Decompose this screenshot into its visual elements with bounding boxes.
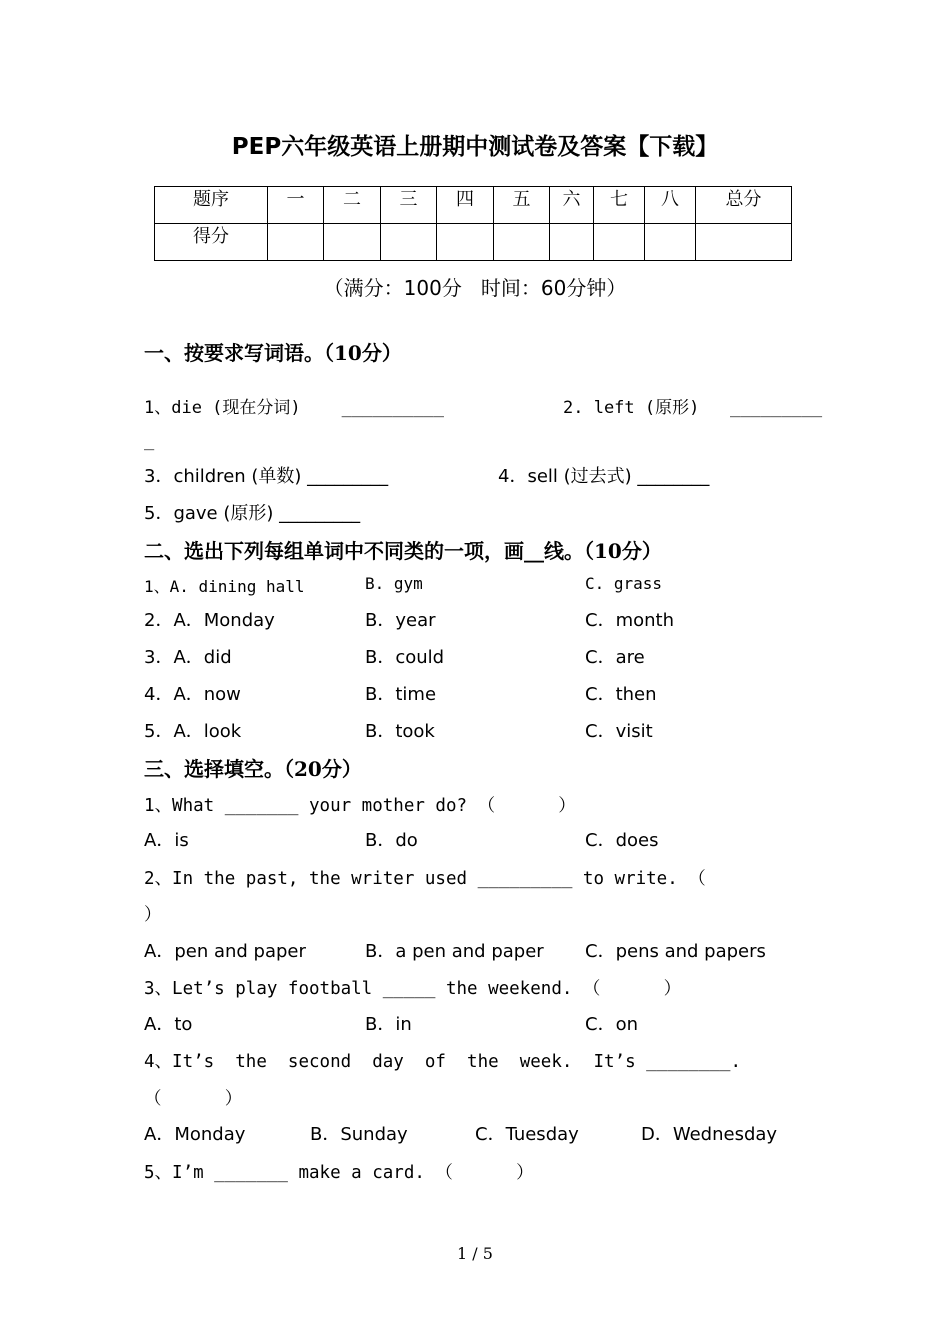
section-2-title: 二、选出下列每组单词中不同类的一项，画__线。（10分） — [144, 539, 662, 563]
s1-question-3: 3．children (单数) _________ — [144, 466, 389, 487]
s3-q3-option-c: C．on — [585, 1014, 638, 1035]
s2-row-4-b: B．time — [365, 684, 437, 705]
table-cell: 五 — [494, 187, 550, 224]
table-cell: 三 — [381, 187, 437, 224]
table-cell: 七 — [594, 187, 645, 224]
table-cell: 八 — [645, 187, 696, 224]
s3-question-2: 2、In the past, the writer used _________ to write. （ — [144, 869, 706, 889]
s3-question-3: 3、Let’s play football _____ the weekend. （ ） — [144, 979, 682, 999]
score-input-cell[interactable] — [494, 224, 550, 261]
s3-q1-option-a: A．is — [144, 830, 189, 851]
table-cell: 四 — [437, 187, 494, 224]
s3-question-1: 1、What _______ your mother do? （ ） — [144, 796, 576, 816]
s3-question-4-wrap: （ ） — [144, 1089, 243, 1109]
s3-q1-option-c: C．does — [585, 830, 659, 851]
s2-row-5-b: B．took — [365, 721, 435, 742]
s2-row-2-b: B．year — [365, 610, 436, 631]
s1-question-4: 4．sell (过去式) ________ — [498, 466, 710, 487]
table-cell: 题序 — [155, 187, 268, 224]
section-3-title: 三、选择填空。（20分） — [144, 757, 362, 781]
table-cell: 一 — [268, 187, 324, 224]
s2-row-4-c: C．then — [585, 684, 657, 705]
s2-row-5-a: 5．A．look — [144, 721, 242, 742]
s3-q4-option-d: D．Wednesday — [641, 1124, 778, 1145]
s1-question-1: 1、die (现在分词) __________ — [144, 398, 444, 418]
score-input-cell[interactable] — [550, 224, 594, 261]
s2-row-3-a: 3．A．did — [144, 647, 232, 668]
table-cell: 二 — [324, 187, 381, 224]
s3-q4-option-a: A．Monday — [144, 1124, 246, 1145]
table-cell: 总分 — [696, 187, 792, 224]
score-input-cell[interactable] — [594, 224, 645, 261]
s3-q1-option-b: B．do — [365, 830, 418, 851]
full-score-time: （满分：100分 时间：60分钟） — [323, 276, 627, 300]
score-input-cell[interactable] — [381, 224, 437, 261]
s2-row-4-a: 4．A．now — [144, 684, 241, 705]
s2-row-2-c: C．month — [585, 610, 674, 631]
s2-row-1-c: C. grass — [585, 574, 663, 593]
score-table-header-row — [155, 187, 792, 224]
page-title: PEP六年级英语上册期中测试卷及答案【下载】 — [231, 134, 719, 160]
score-input-cell[interactable] — [324, 224, 381, 261]
score-input-cell[interactable] — [696, 224, 792, 261]
s2-row-5-c: C．visit — [585, 721, 653, 742]
s3-q4-option-c: C．Tuesday — [475, 1124, 579, 1145]
s3-q3-option-a: A．to — [144, 1014, 193, 1035]
score-input-cell[interactable] — [645, 224, 696, 261]
s3-question-2-wrap: ） — [144, 905, 162, 925]
s2-row-3-b: B．could — [365, 647, 445, 668]
table-cell: 得分 — [155, 224, 268, 261]
s3-q4-option-b: B．Sunday — [310, 1124, 408, 1145]
s2-row-3-c: C．are — [585, 647, 645, 668]
section-1-title: 一、按要求写词语。（10分） — [144, 341, 402, 365]
s1-question-5: 5．gave (原形) _________ — [144, 503, 361, 524]
s3-q2-option-b: B．a pen and paper — [365, 941, 544, 962]
page-number: 1 / 5 — [457, 1244, 493, 1263]
s3-q2-option-a: A．pen and paper — [144, 941, 306, 962]
s2-row-2-a: 2．A．Monday — [144, 610, 275, 631]
s3-q2-option-c: C．pens and papers — [585, 941, 766, 962]
s2-row-1-b: B. gym — [365, 574, 423, 593]
s3-q3-option-b: B．in — [365, 1014, 412, 1035]
table-cell: 六 — [550, 187, 594, 224]
score-table — [154, 186, 792, 261]
score-input-cell[interactable] — [268, 224, 324, 261]
s3-question-4: 4、It’s the second day of the week. It’s ________. — [144, 1052, 741, 1072]
score-table-score-row — [155, 224, 792, 261]
s1-question-2: 2. left (原形) _________ — [563, 398, 823, 418]
s3-question-5: 5、I’m _______ make a card. （ ） — [144, 1163, 534, 1183]
s1-question-2-wrap: _ — [144, 431, 155, 451]
score-input-cell[interactable] — [437, 224, 494, 261]
s2-row-1-a: 1、A. dining hall — [144, 577, 305, 596]
